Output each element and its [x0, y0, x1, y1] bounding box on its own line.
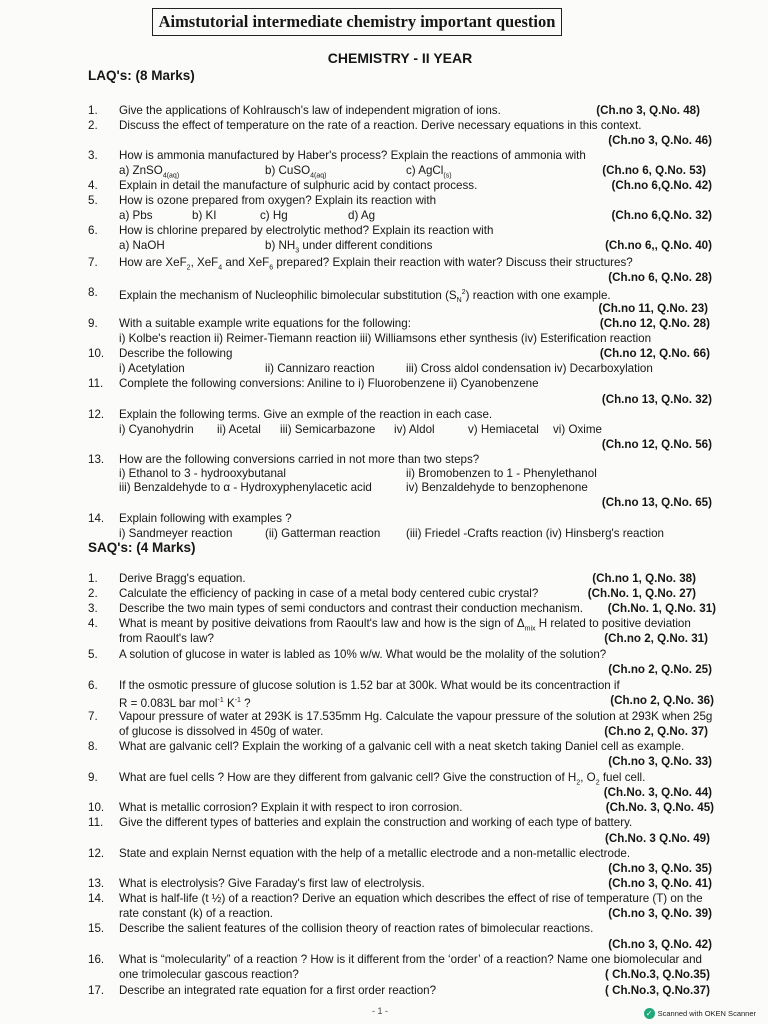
laq-question-13: 13. How are the following conversions carried in not more than two steps? [88, 453, 480, 466]
saq-ref-9: (Ch.No. 3, Q.No. 44) [603, 786, 712, 799]
saq-question-17: 17. Describe an integrated rate equation for a first order reaction? ( Ch.No.3, Q.No.37) [88, 984, 710, 997]
saq-ref-14: (Ch.no 3, Q.No. 39) [608, 907, 712, 920]
scanner-watermark [644, 1008, 756, 1019]
laq-question-7: 7. How are XeF$_2$, XeF$_4$ and XeF$_6$ prepared? Explain their reaction with water? Discuss their structures? [88, 256, 633, 272]
laq-question-3: 3. How is ammonia manufactured by Haber's process? Explain the reactions of ammonia with [88, 149, 586, 162]
saq-question-8: 8. What are galvanic cell? Explain the working of a galvanic cell with a neat sketch taking Daniel cell as example. [88, 740, 685, 753]
laq-ref-7: (Ch.no 6, Q.No. 28) [608, 271, 712, 284]
laq-ref-12: (Ch.no 12, Q.No. 56) [601, 438, 712, 451]
laq-heading: LAQ's: (8 Marks) [88, 68, 195, 83]
laq-question-6: 6. How is chlorine prepared by electrolytic method? Explain its reaction with [88, 224, 494, 237]
laq-ref-3: (Ch.no 6, Q.No. 53) [602, 164, 706, 177]
laq-question-11: 11. Complete the following conversions: Aniline to i) Fluorobenzene ii) Cyanobenzene [88, 377, 539, 390]
laq-ref-6: (Ch.no 6,, Q.No. 40) [605, 239, 712, 252]
laq-question-10: 10. Describe the following (Ch.no 12, Q.No. 66) [88, 347, 710, 360]
saq-question-5: 5. A solution of glucose in water is labled as 10% w/w. What would be the molality of the solution? [88, 648, 607, 661]
saq-question-7: 7. Vapour pressure of water at 293K is 17.535mm Hg. Calculate the vapour pressure of the solution at 293K when 25g [88, 710, 713, 723]
saq-ref-12: (Ch.no 3, Q.No. 35) [608, 862, 712, 875]
saq-question-9: 9. What are fuel cells ? How are they different from galvanic cell? Give the construction of $H_2$, $O_2$ fuel cell. [88, 771, 646, 787]
laq-question-5: 5. How is ozone prepared from oxygen? Explain its reaction with [88, 194, 437, 207]
laq-ref-13: (Ch.no 13, Q.No. 65) [601, 496, 712, 509]
laq-question-9: 9. With a suitable example write equations for the following: (Ch.no 12, Q.No. 28) [88, 317, 710, 330]
saq-question-2: 2. Calculate the efficiency of packing in case of a metal body centered cubic crystal? (Ch.No. 1, Q.No. 27) [88, 587, 696, 600]
saq-ref-8: (Ch.no 3, Q.No. 33) [608, 755, 712, 768]
document-title: Aimstutorial intermediate chemistry important question [152, 8, 562, 36]
saq-question-1: 1. Derive Bragg's equation. (Ch.no 1, Q.No. 38) [88, 572, 696, 585]
laq-ref-5: (Ch.no 6,Q.No. 32) [611, 209, 712, 222]
saq-question-15: 15. Describe the salient features of the collision theory of reaction rates of bimolecular reactions. [88, 922, 594, 935]
saq-question-13: 13. What is electrolysis? Give Faraday's first law of electrolysis. (Ch.no 3, Q.No. 41) [88, 877, 712, 890]
saq-question-12: 12. State and explain Nernst equation with the help of a metallic electrode and a non-metallic electrode. [88, 847, 631, 860]
laq-ref-11: (Ch.no 13, Q.No. 32) [601, 393, 712, 406]
saq-question-14: 14. What is half-life (t ½) of a reaction? Derive an equation which describes the effect of rise of temperature (T) on the [88, 892, 703, 905]
laq-question-4: 4. Explain in detail the manufacture of sulphuric acid by contact process. (Ch.no 6,Q.No. 42) [88, 179, 712, 192]
scanner-logo-icon: ✓ [644, 1008, 655, 1019]
saq-question-3: 3. Describe the two main types of semi conductors and contrast their conduction mechanism. (Ch.No. 1, Q.No. 31) [88, 602, 716, 615]
page-number: - 1 - [372, 1006, 389, 1016]
saq-ref-6: (Ch.no 2, Q.No. 36) [610, 694, 714, 707]
laq-question-12: 12. Explain the following terms. Give an exmple of the reaction in each case. [88, 408, 493, 421]
saq-ref-16: ( Ch.No.3, Q.No.35) [605, 968, 710, 981]
saq-question-11: 11. Give the different types of batteries and explain the construction and working of each type of battery. [88, 816, 633, 829]
saq-ref-4: (Ch.no 2, Q.No. 31) [604, 632, 708, 645]
laq-question-8: 8. Explain the mechanism of Nucleophilic bimolecular substitution $(S_N^2)$ reaction with one example. [88, 286, 611, 305]
laq-ref-8: (Ch.no 11, Q.No. 23) [598, 302, 708, 315]
subject-heading: CHEMISTRY - II YEAR [327, 50, 473, 66]
saq-ref-11: (Ch.No. 3 Q.No. 49) [605, 832, 710, 845]
saq-question-10: 10. What is metallic corrosion? Explain it with respect to iron corrosion. (Ch.No. 3, Q.No. 45) [88, 801, 714, 814]
saq-heading: SAQ's: (4 Marks) [88, 540, 196, 555]
saq-ref-5: (Ch.no 2, Q.No. 25) [608, 663, 712, 676]
saq-question-16: 16. What is “molecularity” of a reaction ? How is it different from the ‘order’ of a reaction? Name one biomolecular and [88, 953, 702, 966]
saq-ref-15: (Ch.no 3, Q.No. 42) [608, 938, 712, 951]
laq-question-1: 1. Give the applications of Kohlrausch's law of independent migration of ions. (Ch.no 3, Q.No. 48) [88, 104, 700, 117]
laq-question-2: 2. Discuss the effect of temperature on the rate of a reaction. Derive necessary equations in this context. [88, 119, 642, 132]
laq-question-14: 14. Explain following with examples ? [88, 512, 292, 525]
laq-ref-2: (Ch.no 3, Q.No. 46) [608, 134, 712, 147]
scanner-label: Scanned with OKEN Scanner [657, 1009, 756, 1018]
saq-question-4: 4. What is meant by positive deivations from Raoult's law and how is the sign of $\Delta_{mix}$ H related to positive deviation [88, 617, 691, 633]
saq-question-6: 6. If the osmotic pressure of glucose solution is 1.52 bar at 300k. What would be its concentraction if [88, 679, 620, 692]
saq-ref-7: (Ch.no 2, Q.No. 37) [604, 725, 708, 738]
